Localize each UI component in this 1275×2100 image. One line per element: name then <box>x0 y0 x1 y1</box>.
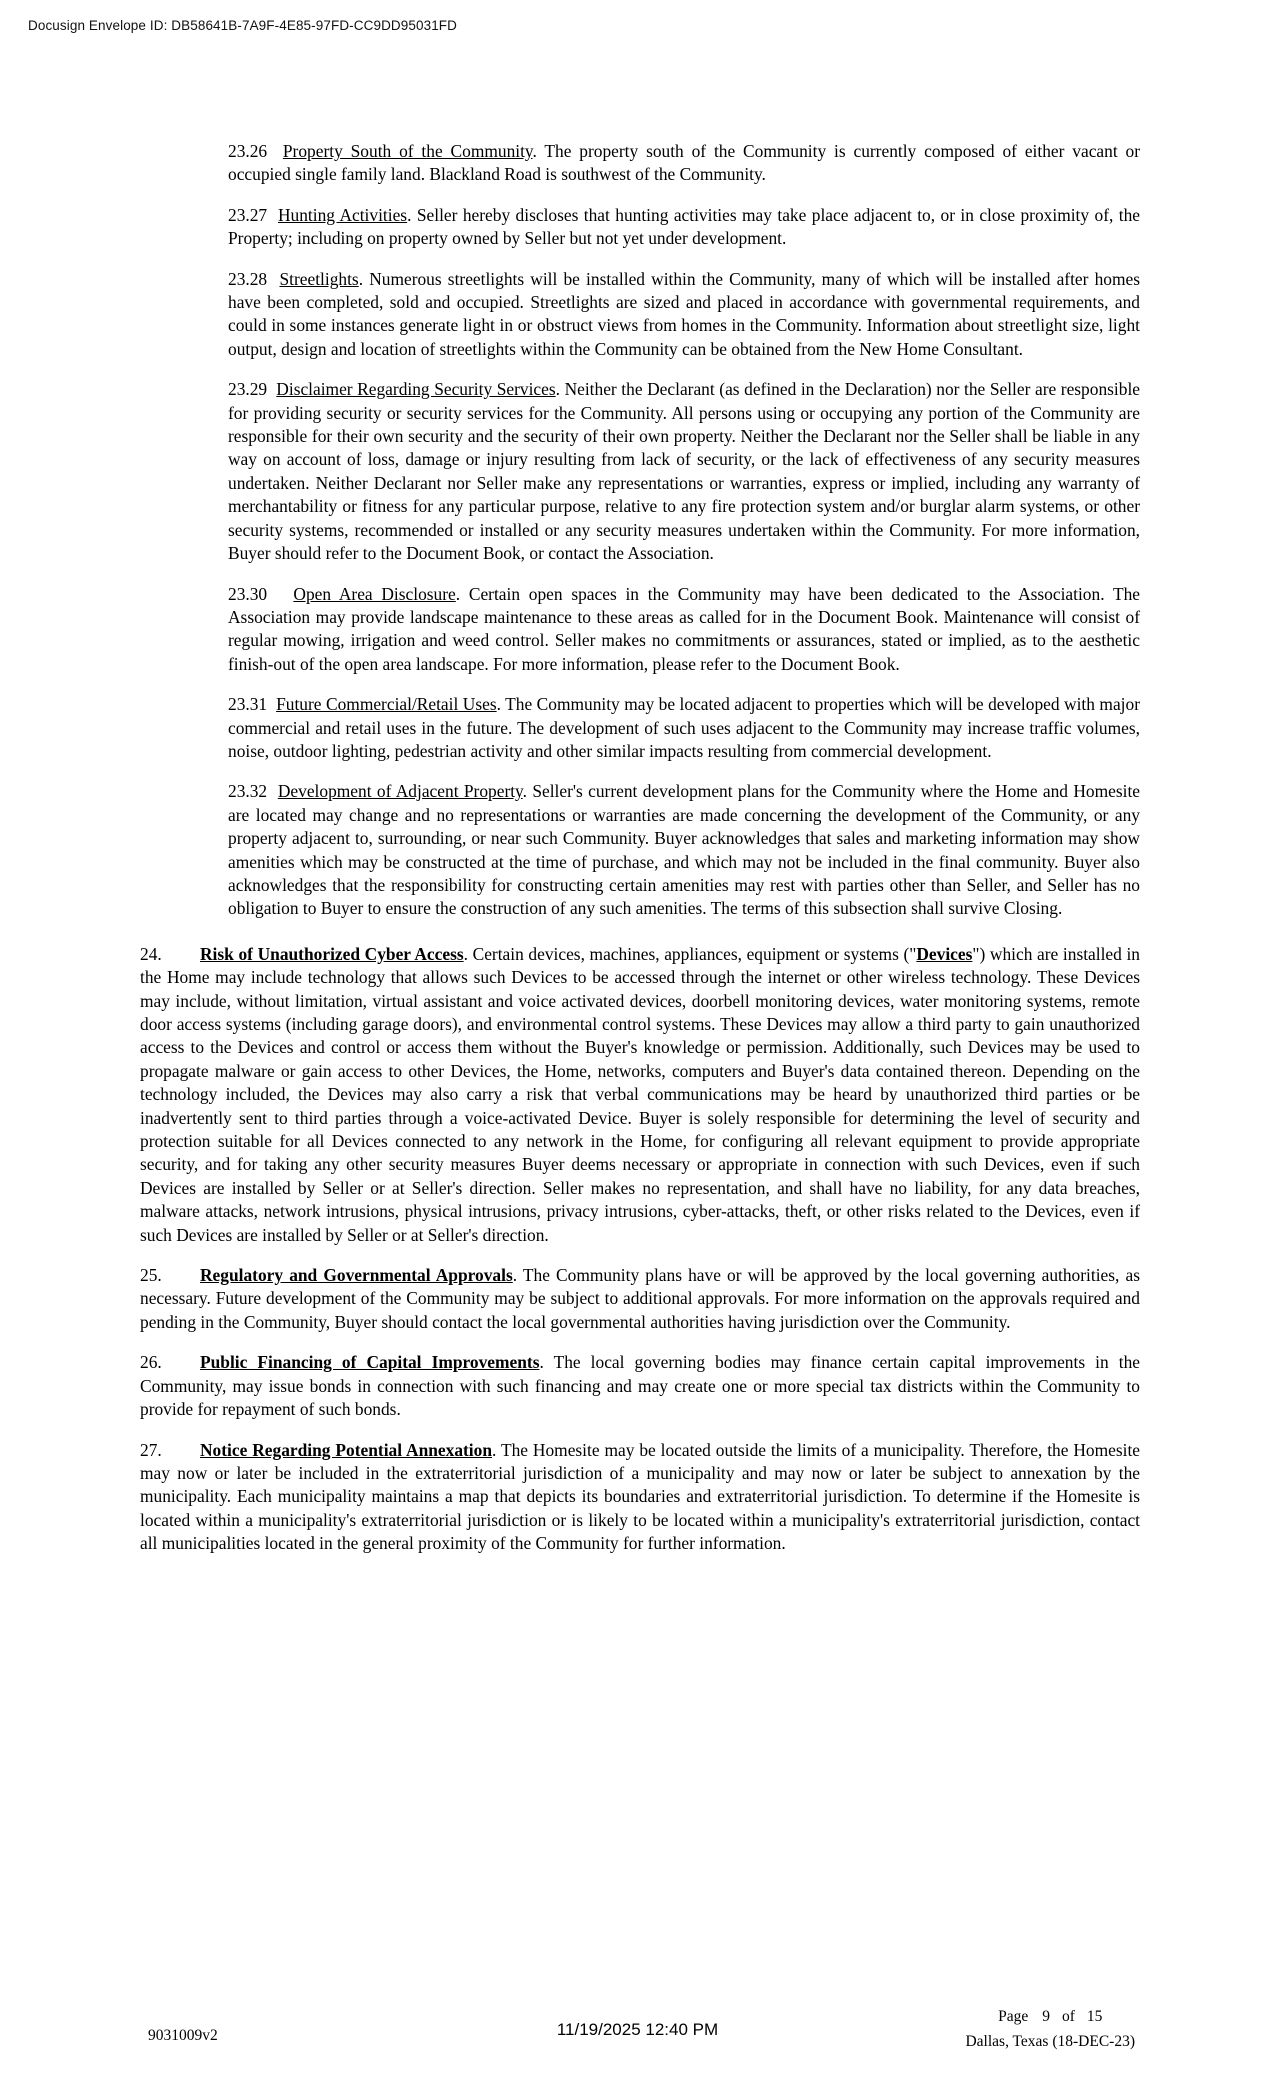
section-26-text: . The local governing bodies may finance certain capital improvements in the Community, may issue bonds in connection with such financing and may create one or more special tax districts within the Community to provide for repayment of such bonds. <box>140 1352 1141 1420</box>
signature-timestamp: 11/19/2025 12:40 PM <box>556 2020 719 2039</box>
section-23-29-text: . Neither the Declarant (as defined in the Declaration) nor the Seller are responsible for providing security or security services for the Community. All persons using or occupying any portion of the Community are responsible for their own security and the security of their own property. Neither the Declarant nor the Seller shall be liable in any way on account of loss, damage or injury resulting from lack of security, or the lack of effectiveness of any security measures undertaken. Neither Declarant nor Seller make any representations or warranties, express or implied, including any warranty of merchantability or fitness for any particular purpose, relative to any fire protection system and/or burglar alarm systems, or other security systems, recommended or installed or any security measures undertaken within the Community. For more information, Buyer should refer to the Document Book, or contact the Association. <box>228 379 1140 564</box>
section-24-text-b: ") which are installed in the Home may include technology that allows such Devices to be accessed through the internet or other wireless technology. These Devices may include, without limitation, virtual assistant and voice activated devices, doorbell monitoring devices, water monitoring systems, remote door access systems (including garage doors), and environmental control systems. These Devices may allow a third party to gain unauthorized access to the Devices and control or access them without the Buyer's knowledge or permission. Additionally, such Devices may be used to propagate malware or gain access to other Devices, the Home, networks, computers and Buyer's data contained thereon. Depending on the technology included, the Devices may also carry a risk that verbal communications may be heard by unauthorized third parties or be inadvertently sent to third parties through a voice-activated Device. Buyer is solely responsible for determining the level of security and protection suitable for all Devices connected to any network in the Home, for configuring all relevant equipment to provide appropriate security, and for taking any other security measures Buyer deems necessary or appropriate in connection with such Devices, even if such Devices are installed by Seller or at Seller's direction. Seller makes no representation, and shall have no liability, for any data breaches, malware attacks, network intrusions, physical intrusions, privacy intrusions, cyber-attacks, theft, or other risks related to the Devices, even if such Devices are installed by Seller or at Seller's direction. <box>140 943 1141 1245</box>
section-25 <box>140 1264 1140 1334</box>
section-23-30 <box>140 583 1140 677</box>
page-of-label: of <box>1061 2008 1075 2026</box>
section-23-32 <box>140 780 1140 920</box>
section-23-29-heading: Disclaimer Regarding Security Services <box>276 379 556 400</box>
section-23-31-text: . The Community may be located adjacent to properties which will be developed with major commercial and retail uses in the future. The development of such uses adjacent to the Community may increase traffic volumes, noise, outdoor lighting, pedestrian activity and other similar impacts resulting from commercial development. <box>228 694 1140 761</box>
page-total: 15 <box>1086 2008 1103 2026</box>
document-number: 9031009v2 <box>148 2027 218 2044</box>
devices-defined-term: Devices <box>916 943 973 964</box>
section-23-28-text: . Numerous streetlights will be installed within the Community, many of which will be installed after homes have been completed, sold and occupied. Streetlights are sized and placed in accordance with governmental requirements, and could in some instances generate light in or obstruct views from homes in the Community. Information about streetlight size, light output, design and location of streetlights within the Community can be obtained from the New Home Consultant. <box>228 268 1140 359</box>
section-24-heading: Risk of Unauthorized Cyber Access <box>200 943 464 964</box>
section-23-28 <box>140 268 1140 362</box>
section-23-30-number: 23.30 <box>228 583 268 604</box>
section-26-number: 26. <box>140 1352 162 1373</box>
page-counter <box>965 2005 1135 2030</box>
section-25-text: . The Community plans have or will be approved by the local governing authorities, as necessary. Future development of the Community may be subject to additional approvals. For more information on the approvals required and pending in the Community, Buyer should contact the local governmental authorities having jurisdiction over the Community. <box>140 1265 1140 1332</box>
section-23-31-heading: Future Commercial/Retail Uses <box>276 694 497 715</box>
section-24-number: 24. <box>140 943 162 964</box>
section-24-text-a: . Certain devices, machines, appliances, equipment or systems (" <box>463 943 917 964</box>
section-27-heading: Notice Regarding Potential Annexation <box>200 1439 493 1460</box>
section-23-29-number: 23.29 <box>228 379 268 400</box>
section-27 <box>140 1439 1140 1556</box>
section-23-28-heading: Streetlights <box>279 268 359 289</box>
section-23-27-text: . Seller hereby discloses that hunting activities may take place adjacent to, or in close proximity of, the Property; including on property owned by Seller but not yet under development. <box>228 204 1140 249</box>
section-23-30-heading: Open Area Disclosure <box>293 583 456 604</box>
section-23-32-number: 23.32 <box>228 781 268 802</box>
section-23-27-number: 23.27 <box>228 204 268 225</box>
section-23-32-heading: Development of Adjacent Property <box>277 781 523 802</box>
section-23-27 <box>140 204 1140 251</box>
document-body <box>140 140 1140 1573</box>
footer-right-block <box>965 2005 1135 2055</box>
section-23-32-text: . Seller's current development plans for the Community where the Home and Homesite are located may change and no representations or warranties are made concerning the development of the Community, or any property adjacent to, surrounding, or near such Community. Buyer acknowledges that sales and marketing information may show amenities which may be constructed at the time of purchase, and which may not be included in the final community. Buyer also acknowledges that the responsibility for constructing certain amenities may rest with parties other than Seller, and Seller has no obligation to Buyer to ensure the construction of any such amenities. The terms of this subsection shall survive Closing. <box>228 781 1140 919</box>
section-23-31 <box>140 693 1140 763</box>
section-23-26-text: . The property south of the Community is currently composed of either vacant or occupied single family land. Blackland Road is southwest of the Community. <box>228 141 1141 185</box>
section-26 <box>140 1351 1140 1421</box>
section-23-29 <box>140 378 1140 565</box>
docusign-envelope-id: Docusign Envelope ID: DB58641B-7A9F-4E85-97FD-CC9DD95031FD <box>28 18 458 33</box>
section-23-30-text: . Certain open spaces in the Community may have been dedicated to the Association. The Association may provide landscape maintenance to these areas as called for in the Document Book. Maintenance will consist of regular mowing, irrigation and weed control. Seller makes no commitments or assurances, stated or implied, as to the aesthetic finish-out of the open area landscape. For more information, please refer to the Document Book. <box>228 583 1141 674</box>
section-27-number: 27. <box>140 1439 162 1460</box>
section-25-number: 25. <box>140 1265 162 1286</box>
section-23-28-number: 23.28 <box>228 268 268 289</box>
section-23-27-heading: Hunting Activities <box>277 204 408 225</box>
section-23-26 <box>140 140 1140 187</box>
section-26-heading: Public Financing of Capital Improvements <box>200 1352 540 1373</box>
page-footer <box>0 1980 1275 2100</box>
section-23-26-heading: Property South of the Community <box>282 141 533 161</box>
section-27-text: . The Homesite may be located outside the limits of a municipality. Therefore, the Homesite may now or later be included in the extraterritorial jurisdiction of a municipality and may now or later be subject to annexation by the municipality. Each municipality maintains a map that depicts its boundaries and extraterritorial jurisdiction. To determine if the Homesite is located within a municipality's extraterritorial jurisdiction or is likely to be located within a municipality's extraterritorial jurisdiction, contact all municipalities located in the general proximity of the Community for further information. <box>140 1439 1140 1554</box>
section-24 <box>140 943 1140 1247</box>
section-23-31-number: 23.31 <box>228 694 268 715</box>
section-25-heading: Regulatory and Governmental Approvals <box>200 1265 513 1286</box>
footer-location-date: Dallas, Texas (18-DEC-23) <box>965 2033 1135 2051</box>
section-23-26-number: 23.26 <box>228 141 268 161</box>
page-label: Page <box>998 2008 1029 2026</box>
page-number: 9 <box>1042 2008 1050 2026</box>
